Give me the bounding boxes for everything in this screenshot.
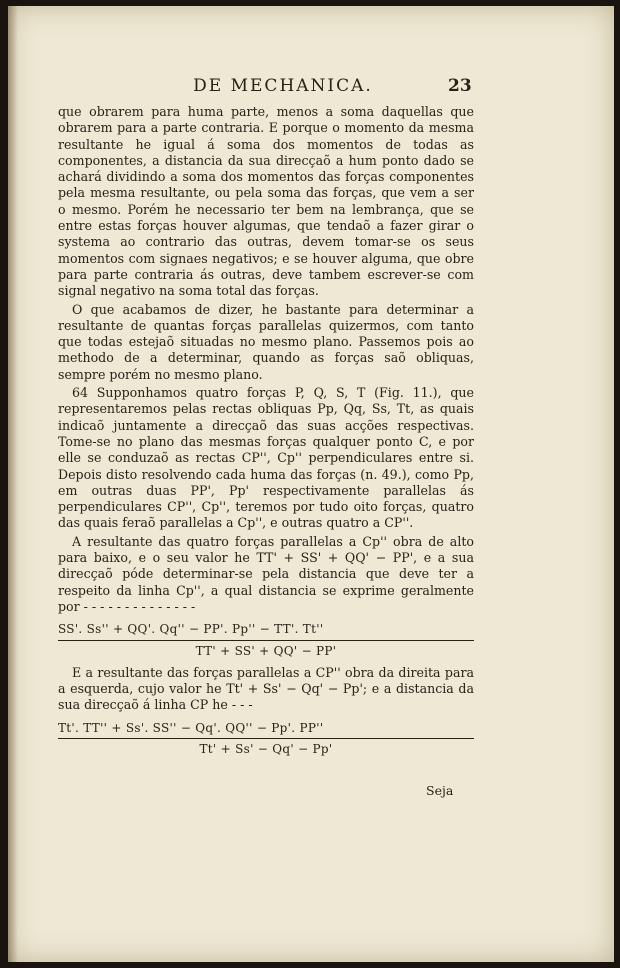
- formula-2-denominator: Tt' + Ss' − Qq' − Pp': [199, 741, 333, 756]
- catchword: Seja: [426, 783, 454, 798]
- formula-distance-vertical: [58, 621, 474, 659]
- page-gutter-shadow: [8, 6, 18, 962]
- running-title: DE MECHANICA.: [193, 76, 373, 96]
- formula-distance-horizontal: [58, 720, 474, 758]
- paragraph-resultant-horizontal: E a resultante das forças parallelas a CP'' obra da direita para a esquerda, cujo valor he Tt' + Ss' − Qq' − Pp'; e a distancia da sua direcçaõ á linha CP he - - -: [58, 664, 474, 713]
- paragraph-section-64: 64 Supponhamos quatro forças P, Q, S, T (Fig. 11.), que representaremos pelas rectas obliquas Pp, Qq, Ss, Tt, as quais indicaõ juntamente a direcçaõ das suas acções respectivas. Tome-se no plano das mesmas forças qualquer ponto C, e por elle se conduzaõ as rectas CP'', Cp'' perpendiculares entre si. Depois disto resolvendo cada huma das forças (n. 49.), como Pp, em outras duas PP', Pp' respectivamente parallelas ás perpendiculares CP'', Cp'', teremos por tudo oito forças, quatro das quais feraõ parallelas a Cp'', e outras quatro a CP''.: [58, 385, 474, 531]
- paragraph-continued: que obrarem para huma parte, menos a soma daquellas que obrarem para a parte contraria. E porque o momento da mesma resultante he igual á soma dos momentos de todas as componentes, a distancia da sua direcçaõ a hum ponto dado se achará dividindo a soma dos momentos das forças componentes pela mesma resultante, ou pela soma das forças, que vem a ser o mesmo. Porém he necessario ter bem na lembrança, que se entre estas forças houver algumas, que tendaõ a fazer girar o systema ao contrario das outras, devem tomar-se os seus momentos com signaes negativos; e se houver alguma, que obre para parte contraria ás outras, deve tambem escrever-se com signal negativo na soma total das forças.: [58, 104, 474, 299]
- page-number: 23: [448, 76, 472, 96]
- paragraph-parallel-forces: O que acabamos de dizer, he bastante para determinar a resultante de quantas forças parallelas quizermos, com tanto que todas estejaõ situadas no mesmo plano. Passemos pois ao methodo de a determinar, quando as forças saõ obliquas, sempre porém no mesmo plano.: [58, 301, 474, 382]
- paragraph-resultant-vertical: A resultante das quatro forças parallelas a Cp'' obra de alto para baixo, e o seu valor he TT' + SS' + QQ' − PP', e a sua direcçaõ póde determinar-se pela distancia que deve ter a respeito da linha Cp'', a qual distancia se exprime geralmente por - - - - - - - - - - - - - -: [58, 533, 474, 614]
- book-page: [8, 6, 614, 962]
- page-body: [58, 104, 474, 763]
- formula-1-numerator: SS'. Ss'' + QQ'. Qq'' − PP'. Pp'' − TT'. Tt'': [58, 621, 474, 640]
- formula-2-numerator: Tt'. TT'' + Ss'. SS'' − Qq'. QQ'' − Pp'. PP'': [58, 720, 474, 739]
- formula-1-denominator: TT' + SS' + QQ' − PP': [195, 643, 337, 658]
